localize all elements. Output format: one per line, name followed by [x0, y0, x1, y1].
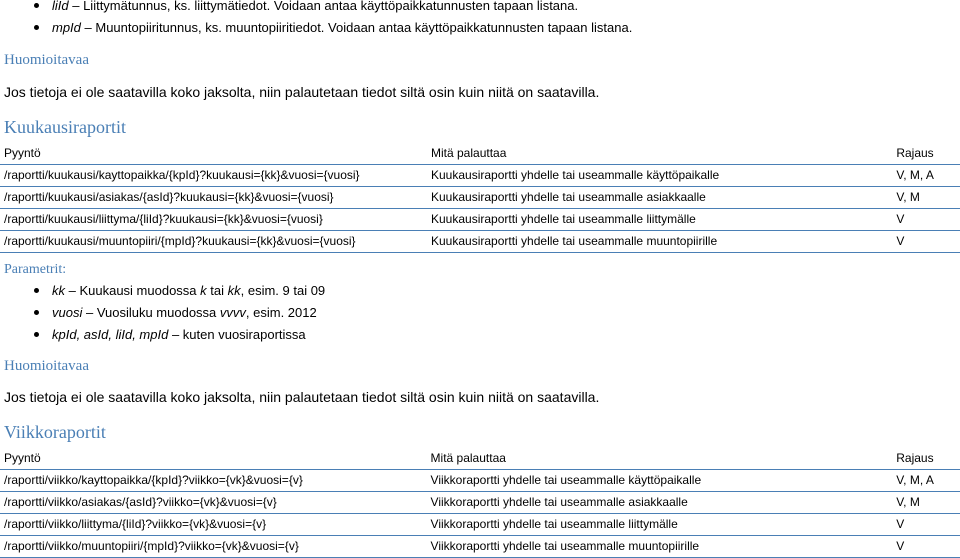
param-desc: – Vuosiluku muodossa [82, 305, 220, 320]
returns-desc: Viikkoraportti yhdelle tai useammalle käyttöpaikalle [427, 469, 893, 491]
col-header-path: Pyyntö [0, 142, 427, 164]
returns-desc: Viikkoraportti yhdelle tai useammalle liittymälle [427, 513, 893, 535]
col-header-returns: Mitä palauttaa [427, 447, 893, 469]
returns-desc: Kuukausiraportti yhdelle tai useammalle käyttöpaikalle [427, 164, 892, 186]
param-format: k [200, 283, 207, 298]
limit-value: V [892, 513, 960, 535]
table-row [0, 164, 960, 186]
table-row [0, 513, 960, 535]
monthly-table [0, 142, 960, 253]
params-heading: Parametrit: [4, 262, 67, 277]
table-header-row [0, 142, 960, 164]
param-example: , esim. 2012 [245, 305, 317, 320]
note-heading: Huomioitavaa [4, 358, 89, 374]
returns-desc: Viikkoraportti yhdelle tai useammalle asiakkaalle [427, 491, 893, 513]
param-format: kk [227, 283, 241, 298]
bullet-icon [34, 288, 39, 293]
returns-desc: Kuukausiraportti yhdelle tai useammalle asiakkaalle [427, 186, 892, 208]
param-desc: – Kuukausi muodossa [65, 283, 201, 298]
param-desc: – Muuntopiiritunnus, ks. muuntopiiritiedot. Voidaan antaa käyttöpaikkatunnusten tapaan listana. [80, 20, 633, 35]
returns-desc: Kuukausiraportti yhdelle tai useammalle muuntopiirille [427, 230, 892, 252]
returns-desc: Kuukausiraportti yhdelle tai useammalle liittymälle [427, 208, 892, 230]
section-title-weekly: Viikkoraportit [4, 422, 106, 442]
request-path: /raportti/viikko/muuntopiiri/{mpId}?viikko={vk}&vuosi={v} [0, 535, 427, 557]
table-header-row [0, 447, 960, 469]
bullet-icon [34, 3, 39, 8]
request-path: /raportti/viikko/asiakas/{asId}?viikko={vk}&vuosi={v} [0, 491, 427, 513]
limit-value: V, M [892, 491, 960, 513]
request-path: /raportti/kuukausi/liittyma/{liId}?kuukausi={kk}&vuosi={vuosi} [0, 208, 427, 230]
table-row [0, 230, 960, 252]
limit-value: V, M, A [892, 164, 960, 186]
returns-desc: Viikkoraportti yhdelle tai useammalle muuntopiirille [427, 535, 893, 557]
note-heading: Huomioitavaa [4, 52, 89, 68]
limit-value: V [892, 208, 960, 230]
note-text: Jos tietoja ei ole saatavilla koko jaksolta, niin palautetaan tiedot siltä osin kuin niitä on saatavilla. [4, 389, 600, 405]
param-term: kk [52, 283, 65, 298]
request-path: /raportti/viikko/kayttopaikka/{kpId}?viikko={vk}&vuosi={v} [0, 469, 427, 491]
col-header-limit: Rajaus [892, 142, 960, 164]
table-row [0, 469, 960, 491]
bullet-icon [34, 310, 39, 315]
table-row [0, 535, 960, 557]
bullet-icon [34, 332, 39, 337]
param-desc: – Liittymätunnus, ks. liittymätiedot. Voidaan antaa käyttöpaikkatunnusten tapaan listana. [68, 0, 579, 13]
param-term: vuosi [52, 305, 83, 320]
bullet-icon [34, 25, 39, 30]
note-text: Jos tietoja ei ole saatavilla koko jaksolta, niin palautetaan tiedot siltä osin kuin niitä on saatavilla. [4, 84, 600, 100]
param-term: liId [52, 0, 69, 13]
param-term: kpId, asId, liId, mpId [52, 327, 169, 342]
col-header-limit: Rajaus [892, 447, 960, 469]
table-row [0, 491, 960, 513]
limit-value: V, M [892, 186, 960, 208]
request-path: /raportti/kuukausi/muuntopiiri/{mpId}?kuukausi={kk}&vuosi={vuosi} [0, 230, 427, 252]
request-path: /raportti/kuukausi/asiakas/{asId}?kuukausi={kk}&vuosi={vuosi} [0, 186, 427, 208]
param-format: vvvv [219, 305, 246, 320]
param-desc: – kuten vuosiraportissa [168, 327, 306, 342]
table-row [0, 208, 960, 230]
limit-value: V [892, 230, 960, 252]
request-path: /raportti/viikko/liittyma/{liId}?viikko={vk}&vuosi={v} [0, 513, 427, 535]
col-header-path: Pyyntö [0, 447, 427, 469]
section-title-monthly: Kuukausiraportit [4, 117, 126, 137]
param-example: , esim. 9 tai 09 [240, 283, 326, 298]
param-sep: tai [206, 283, 228, 298]
weekly-table [0, 447, 960, 558]
col-header-returns: Mitä palauttaa [427, 142, 892, 164]
limit-value: V, M, A [892, 469, 960, 491]
request-path: /raportti/kuukausi/kayttopaikka/{kpId}?kuukausi={kk}&vuosi={vuosi} [0, 164, 427, 186]
param-term: mpId [52, 20, 81, 35]
table-row [0, 186, 960, 208]
limit-value: V [892, 535, 960, 557]
